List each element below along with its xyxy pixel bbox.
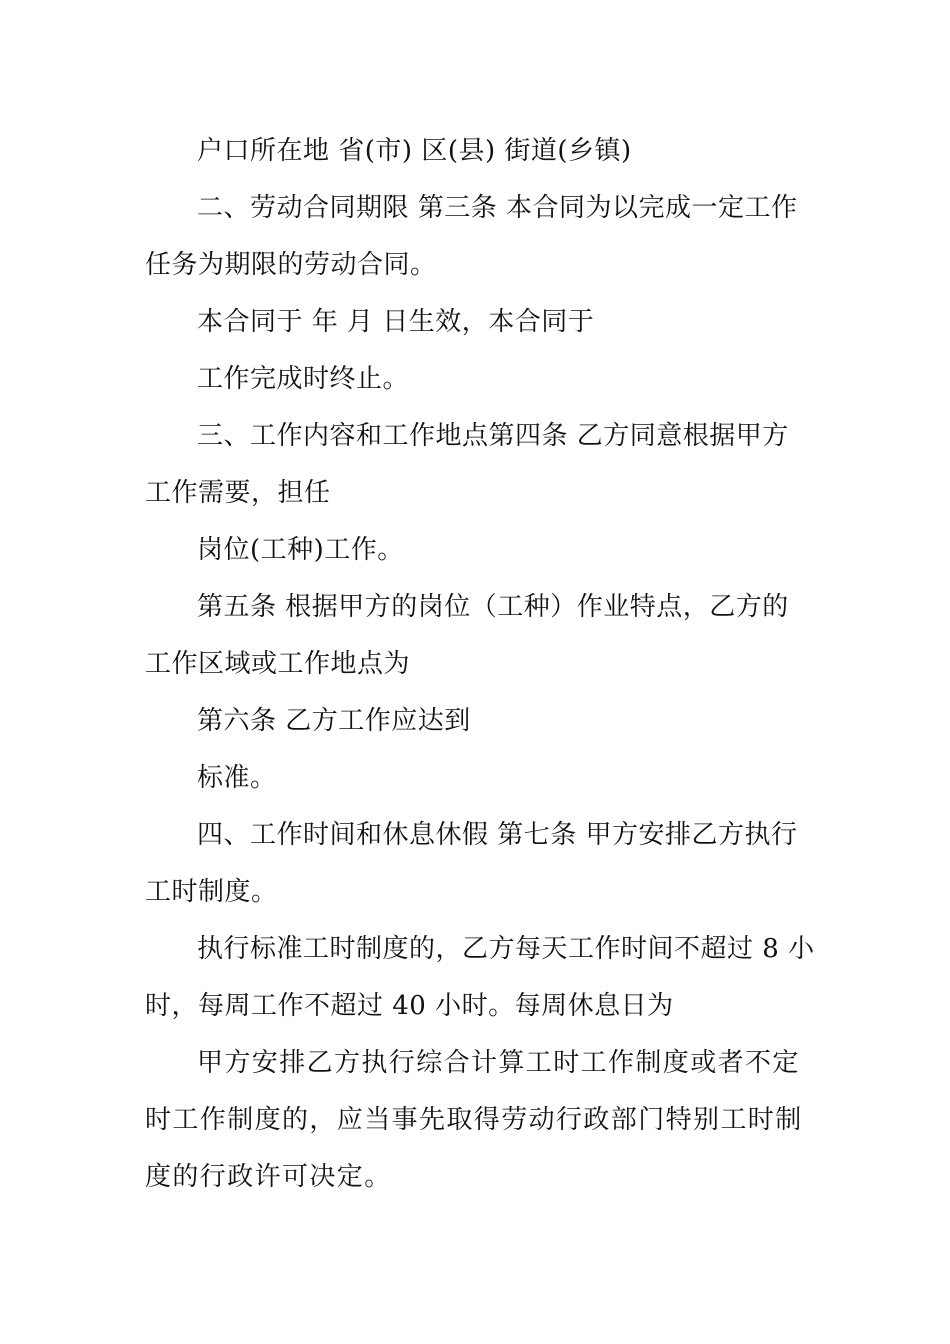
paragraph-working-hours-article-7: 四、工作时间和休息休假 第七条 甲方安排乙方执行工时制度。	[145, 820, 798, 907]
paragraph-flexible-hours: 甲方安排乙方执行综合计算工时工作制度或者不定时工作制度的，应当事先取得劳动行政部门特别工时制度的行政许可决定。	[145, 1048, 803, 1192]
paragraph-household-registration: 户口所在地 省(市) 区(县) 街道(乡镇)	[197, 136, 632, 166]
paragraph-effective-date: 本合同于 年 月 日生效，本合同于	[197, 307, 595, 337]
paragraph-work-content-article-4: 三、工作内容和工作地点第四条 乙方同意根据甲方工作需要，担任	[145, 421, 789, 508]
paragraph-position: 岗位(工种)工作。	[197, 535, 404, 565]
paragraph-article-6: 第六条 乙方工作应达到	[197, 706, 471, 736]
paragraph-standard: 标准。	[197, 763, 277, 793]
paragraph-standard-hours: 执行标准工时制度的，乙方每天工作时间不超过 8 小时，每周工作不超过 40 小时。每周休息日为	[145, 934, 815, 1021]
paragraph-termination: 工作完成时终止。	[197, 364, 410, 394]
paragraph-contract-term-article-3: 二、劳动合同期限 第三条 本合同为以完成一定工作任务为期限的劳动合同。	[145, 193, 798, 280]
paragraph-article-5: 第五条 根据甲方的岗位（工种）作业特点，乙方的工作区域或工作地点为	[145, 592, 789, 679]
document-body	[145, 123, 815, 1206]
